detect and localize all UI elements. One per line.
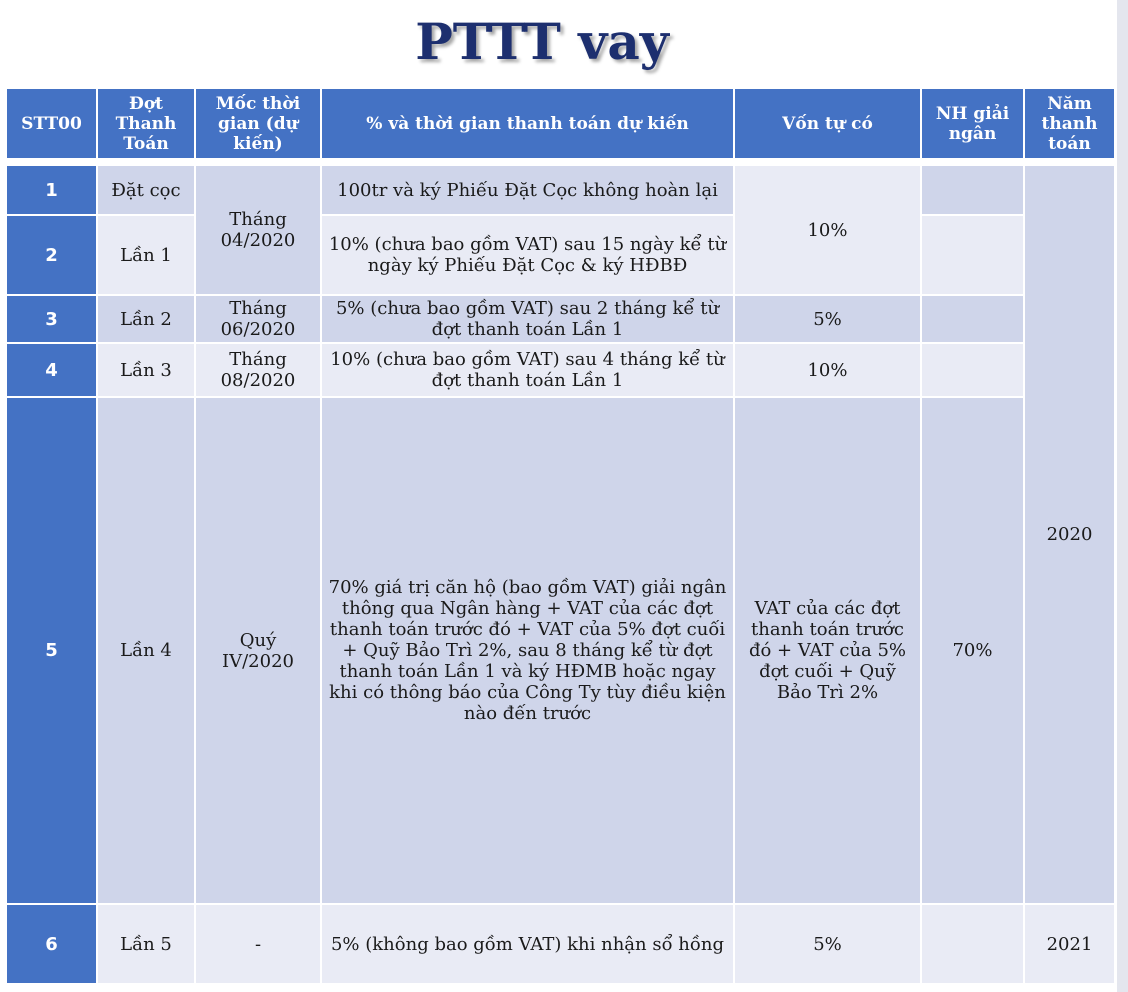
- header-nam-thanh-toan: Năm thanh toán: [1024, 88, 1115, 159]
- table-row: [6, 295, 1115, 343]
- row-pct: 10% (chưa bao gồm VAT) sau 15 ngày kể từ ngày ký Phiếu Đặt Cọc & ký HĐBĐ: [321, 215, 734, 295]
- header-stt: STT00: [6, 88, 97, 159]
- row-moc: Tháng 08/2020: [195, 343, 321, 397]
- row-stt: 3: [6, 295, 97, 343]
- row-pct: 70% giá trị căn hộ (bao gồm VAT) giải ngân thông qua Ngân hàng + VAT của các đợt thanh toán trước đó + VAT của 5% đợt cuối + Quỹ Bảo Trì 2%, sau 8 tháng kể từ đợt thanh toán Lần 1 và ký HĐMB hoặc ngay khi có thông báo của Công Ty tùy điều kiện nào đến trước: [321, 397, 734, 904]
- row-nh-empty: [921, 215, 1024, 295]
- row-von: 10%: [734, 343, 921, 397]
- row-moc: Tháng 06/2020: [195, 295, 321, 343]
- table-row: [6, 165, 1115, 215]
- header-von-tu-co: Vốn tự có: [734, 88, 921, 159]
- header-phan-tram-thoi-gian: % và thời gian thanh toán dự kiến: [321, 88, 734, 159]
- row-pct: 100tr và ký Phiếu Đặt Cọc không hoàn lại: [321, 165, 734, 215]
- row-dot: Lần 4: [97, 397, 195, 904]
- row-pct: 5% (chưa bao gồm VAT) sau 2 tháng kể từ đợt thanh toán Lần 1: [321, 295, 734, 343]
- row-nh-empty: [921, 165, 1024, 215]
- row-von: 5%: [734, 295, 921, 343]
- row-stt: 2: [6, 215, 97, 295]
- header-dot-thanh-toan: Đợt Thanh Toán: [97, 88, 195, 159]
- row-dot: Lần 5: [97, 904, 195, 984]
- row-dot: Lần 1: [97, 215, 195, 295]
- row-moc-merged: Tháng 04/2020: [195, 165, 321, 295]
- row-stt: 1: [6, 165, 97, 215]
- row-dot: Lần 3: [97, 343, 195, 397]
- row-nh-empty: [921, 295, 1024, 343]
- table-row: [6, 904, 1115, 984]
- row-pct: 5% (không bao gồm VAT) khi nhận sổ hồng: [321, 904, 734, 984]
- table-row: [6, 397, 1115, 904]
- table-row: [6, 343, 1115, 397]
- header-nh-giai-ngan: NH giải ngân: [921, 88, 1024, 159]
- payment-schedule-table: [5, 87, 1116, 985]
- row-stt: 5: [6, 397, 97, 904]
- row-nh-empty: [921, 904, 1024, 984]
- row-nam: 2021: [1024, 904, 1115, 984]
- row-moc: Quý IV/2020: [195, 397, 321, 904]
- row-pct: 10% (chưa bao gồm VAT) sau 4 tháng kể từ đợt thanh toán Lần 1: [321, 343, 734, 397]
- header-moc-thoi-gian: Mốc thời gian (dự kiến): [195, 88, 321, 159]
- row-stt: 6: [6, 904, 97, 984]
- row-nh-empty: [921, 343, 1024, 397]
- row-moc: -: [195, 904, 321, 984]
- row-nh: 70%: [921, 397, 1024, 904]
- right-edge-strip: [1117, 0, 1128, 992]
- page-title: PTTT vay: [415, 12, 669, 71]
- row-von: 5%: [734, 904, 921, 984]
- row-dot: Đặt cọc: [97, 165, 195, 215]
- row-von-merged: 10%: [734, 165, 921, 295]
- row-von: VAT của các đợt thanh toán trước đó + VAT của 5% đợt cuối + Quỹ Bảo Trì 2%: [734, 397, 921, 904]
- header-row: [6, 88, 1115, 159]
- row-nam-merged: 2020: [1024, 165, 1115, 904]
- row-dot: Lần 2: [97, 295, 195, 343]
- row-stt: 4: [6, 343, 97, 397]
- table-row: [6, 215, 1115, 295]
